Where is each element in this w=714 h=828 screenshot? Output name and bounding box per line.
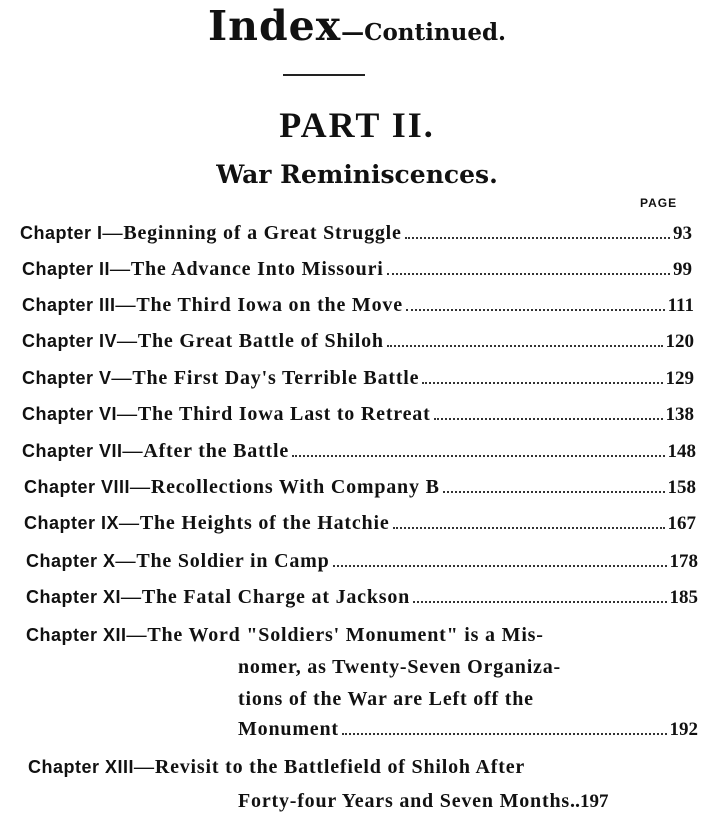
index-entry <box>22 367 694 390</box>
page-number: 167 <box>667 513 696 534</box>
index-entry <box>22 440 696 463</box>
chapter-title: —After the Battle <box>122 440 290 462</box>
page-number: 158 <box>667 477 696 498</box>
chapter-number: Chapter XIII <box>28 757 135 777</box>
index-entry <box>22 294 694 317</box>
page-number: 185 <box>669 587 698 608</box>
chapter-title: —The Soldier in Camp <box>115 550 330 572</box>
index-entry <box>22 330 694 353</box>
chapter-title: —Revisit to the Battlefield of Shiloh After <box>134 756 526 778</box>
dot-leader <box>406 309 665 311</box>
entry-last-line <box>238 718 698 741</box>
page-number: 99 <box>673 259 692 280</box>
chapter-title: —The Advance Into Missouri <box>110 258 384 280</box>
title-divider <box>283 74 365 76</box>
dot-leader <box>387 345 663 347</box>
section-subtitle: War Reminiscences. <box>216 160 498 189</box>
chapter-title-continued: nomer, as Twenty-Seven Organiza- <box>238 656 561 678</box>
page-number: 192 <box>669 719 698 740</box>
page-number: 197 <box>579 791 609 812</box>
chapter-title: —The Word "Soldiers' Monument" is a Mis- <box>126 624 544 646</box>
continued-label: —Continued. <box>341 19 507 46</box>
chapter-number: Chapter III <box>22 295 116 315</box>
entry-last-line <box>238 790 698 813</box>
entry-first-line <box>28 756 670 779</box>
chapter-number: Chapter I <box>20 223 103 243</box>
chapter-number: Chapter XI <box>26 587 122 607</box>
index-entry <box>26 586 698 609</box>
chapter-title-continued: Monument <box>238 718 339 740</box>
index-title: Index <box>207 2 342 50</box>
part-heading: PART II. <box>279 105 435 145</box>
dot-leader <box>413 601 666 603</box>
chapter-number: Chapter VII <box>22 441 123 461</box>
dot-leader <box>333 565 667 567</box>
page-column-label: PAGE <box>640 196 678 210</box>
index-entry <box>20 222 692 245</box>
dot-leader <box>422 382 662 384</box>
index-entry <box>22 258 692 281</box>
index-entry <box>26 550 698 573</box>
chapter-number: Chapter IV <box>22 331 118 351</box>
page-number: 178 <box>669 551 698 572</box>
dot-leader <box>434 418 663 420</box>
chapter-number: Chapter XII <box>26 625 127 645</box>
page-number: 120 <box>665 331 694 352</box>
page-number: 93 <box>673 223 692 244</box>
dot-leader <box>405 237 670 239</box>
chapter-number: Chapter IX <box>24 513 120 533</box>
index-entry <box>24 476 696 499</box>
chapter-number: Chapter X <box>26 551 116 571</box>
chapter-title: —The Third Iowa Last to Retreat <box>117 403 431 425</box>
chapter-number: Chapter V <box>22 368 112 388</box>
dot-leader <box>342 733 667 735</box>
page-number: 129 <box>665 368 694 389</box>
dot-leader: .. <box>569 790 580 812</box>
dot-leader <box>387 273 670 275</box>
page-number: 111 <box>667 295 694 316</box>
dot-leader <box>393 527 665 529</box>
chapter-title-continued: tions of the War are Left off the <box>238 688 534 710</box>
chapter-title: —Recollections With Company B <box>130 476 440 498</box>
chapter-title: —Beginning of a Great Struggle <box>102 222 402 244</box>
chapter-title: —The First Day's Terrible Battle <box>111 367 420 389</box>
chapter-title: —The Heights of the Hatchie <box>119 512 390 534</box>
chapter-title: —The Third Iowa on the Move <box>115 294 403 316</box>
chapter-title: —The Great Battle of Shiloh <box>117 330 384 352</box>
dot-leader <box>292 455 664 457</box>
chapter-title-continued: Forty-four Years and Seven Months <box>238 790 570 812</box>
chapter-number: Chapter II <box>22 259 111 279</box>
chapter-number: Chapter VIII <box>24 477 131 497</box>
chapter-number: Chapter VI <box>22 404 118 424</box>
index-entry <box>22 403 694 426</box>
chapter-title: —The Fatal Charge at Jackson <box>121 586 411 608</box>
page-number: 148 <box>667 441 696 462</box>
dot-leader <box>443 491 665 493</box>
entry-first-line <box>26 624 670 647</box>
index-entry <box>24 512 696 535</box>
index-heading <box>0 2 714 50</box>
page-number: 138 <box>665 404 694 425</box>
